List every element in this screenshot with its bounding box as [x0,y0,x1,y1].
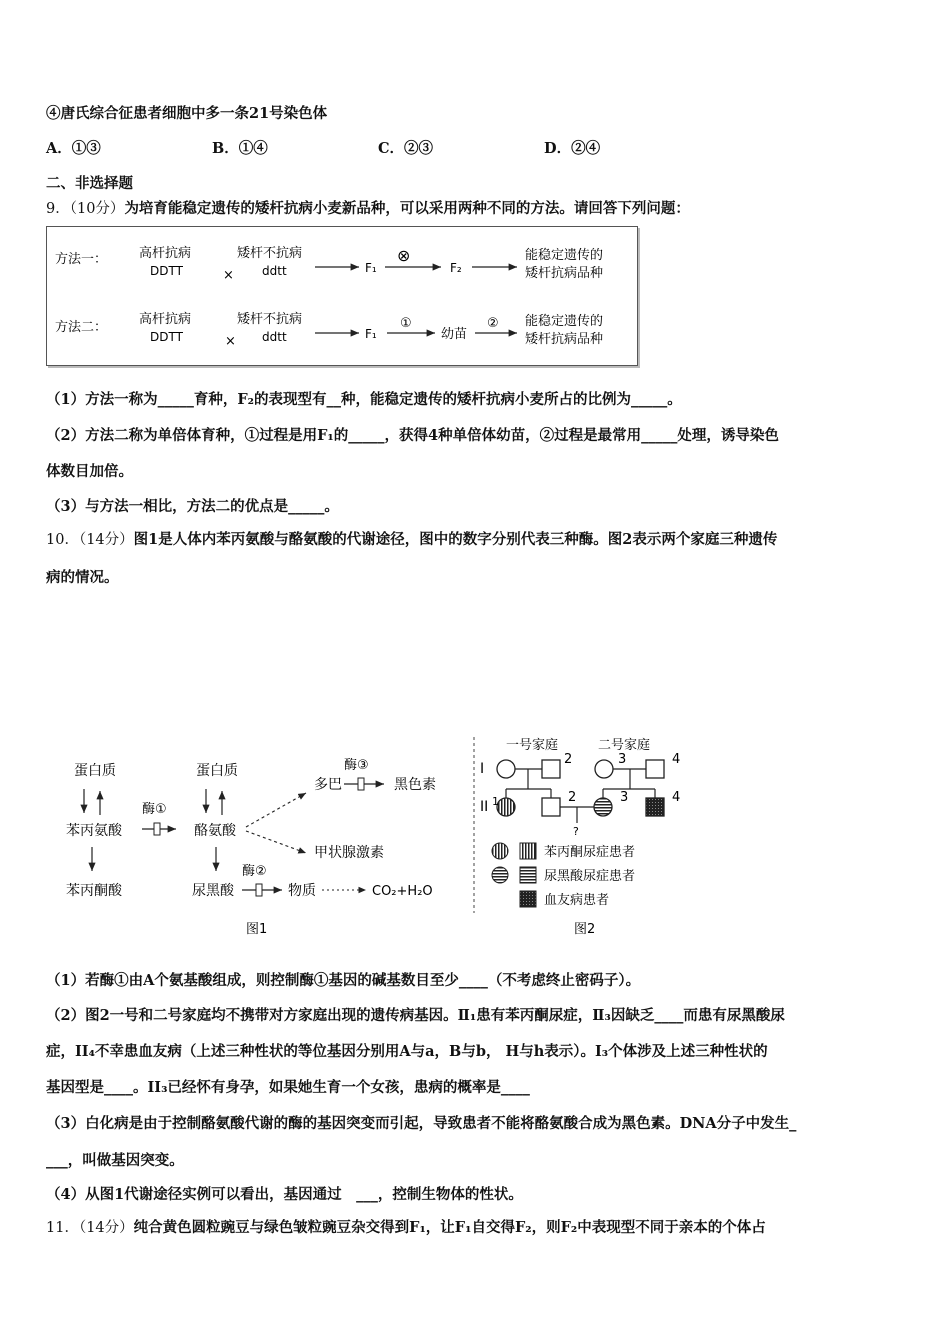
q10-stem-line2: 病的情况。 [46,569,119,586]
q10-sub3-line1: （3）白化病是由于控制酪氨酸代谢的酶的基因突变而引起，导致患者不能将酪氨酸合成为黑色素。DNA分子中发生_ [46,1115,797,1132]
legend-alkaptonuria-female-icon [492,867,508,883]
result-line2: 矮杆抗病品种 [525,266,604,281]
legend-hemophilia-male-icon [520,891,536,907]
female-unaffected [595,760,613,778]
step2-label: ② [487,316,499,331]
family2-label: 二号家庭 [598,738,651,753]
parent2-name: 矮杆不抗病 [237,312,303,327]
dopa-label: 多巴 [314,777,342,793]
generation1-label: I [480,761,485,777]
option-d: D．②④ [544,140,601,157]
enzyme-block [154,823,160,835]
q9-text: 为培育能稳定遗传的矮杆抗病小麦新品种，可以采用两种不同的方法。请回答下列问题： [124,200,690,217]
parent1-name: 高杆抗病 [139,312,192,327]
legend-pku: 苯丙酮尿症患者 [544,845,636,860]
q8-options [46,137,600,158]
male-unaffected [542,760,560,778]
legend-alkaptonuria: 尿黑酸尿症患者 [544,869,636,884]
breeding-diagram [46,226,638,366]
method1-label: 方法一： [55,252,108,267]
q10-text: 图1是人体内苯丙氨酸与酪氨酸的代谢途径，图中的数字分别代表三种酶。图2表示两个家庭三种遗传 [133,531,778,548]
parent1-genotype: DDTT [150,264,183,278]
f2-label: F₂ [450,261,462,275]
male-unaffected [542,798,560,816]
q8-item4: ④唐氏综合征患者细胞中多一条21号染色体 [46,105,328,122]
enzyme-block [358,778,364,790]
cross-symbol: × [223,268,234,283]
enzyme3-label: 酶③ [344,758,369,773]
female-pku-patient [497,798,515,816]
protein-label: 蛋白质 [74,763,116,779]
co2-water-label: CO₂+H₂O [372,884,433,899]
enzyme1-label: 酶① [142,802,167,817]
option-b: B．①④ [212,140,268,157]
individual-number: 2 [564,752,573,767]
q9-sub3: （3）与方法一相比，方法二的优点是_____。 [46,498,339,515]
generation2-label: II [480,799,489,815]
legend-alkaptonuria-male-icon [520,867,536,883]
individual-number: 1 [492,795,499,808]
f1-label: F₁ [365,261,377,275]
enzyme-block [256,884,262,896]
q11-stem [46,1216,766,1237]
q11-number: 11．（14分） [46,1220,134,1236]
result-line1: 能稳定遗传的 [525,248,604,263]
individual-number: 4 [672,790,681,805]
q10-figures [60,735,900,945]
unknown-offspring: ? [573,825,579,838]
figure1-caption: 图1 [246,922,268,937]
selfing-symbol: ⊗ [397,246,411,265]
q11-text: 纯合黄色圆粒豌豆与绿色皱粒豌豆杂交得到F₁，让F₁自交得F₂，则F₂中表现型不同于亲本的个体占 [133,1219,766,1236]
legend-pku-female-icon [492,843,508,859]
option-c: C．②③ [378,140,434,157]
parent2-name: 矮杆不抗病 [237,246,303,261]
parent2-genotype: ddtt [262,330,287,344]
seedling-label: 幼苗 [441,327,468,342]
substance-label: 物质 [288,883,316,899]
parent2-genotype: ddtt [262,264,287,278]
dashed-arrow [246,793,306,827]
legend-hemophilia: 血友病患者 [544,893,610,908]
q10-sub2-line2: 症，II₄不幸患血友病（上述三种性状的等位基因分别用A与a，B与b， H与h表示）。I₃个体涉及上述三种性状的 [46,1043,768,1060]
legend-pku-male-icon [520,843,536,859]
figure1-metabolic-pathway [66,758,436,937]
male-unaffected [646,760,664,778]
q10-sub4: （4）从图1代谢途径实例可以看出，基因通过 ___，控制生物体的性状。 [46,1186,523,1203]
q9-sub1: （1）方法一称为_____育种，F₂的表现型有__种，能稳定遗传的矮杆抗病小麦所占的比例为_____。 [46,391,682,408]
q10-number: 10．（14分） [46,532,134,548]
tyrosine-label: 酪氨酸 [194,823,236,839]
male-hemophilia-patient [646,798,664,816]
q10-sub1: （1）若酶①由A个氨基酸组成，则控制酶①基因的碱基数目至少____（不考虑终止密码子）。 [46,972,641,989]
homogentisic-acid-label: 尿黑酸 [192,883,234,899]
section-heading: 二、非选择题 [46,175,133,192]
family1-label: 一号家庭 [506,738,559,753]
q10-sub2-line1: （2）图2一号和二号家庭均不携带对方家庭出现的遗传病基因。Ⅱ₁患有苯丙酮尿症，Ⅱ₃因缺乏____而患有尿黑酸尿 [46,1007,785,1024]
cross-symbol: × [225,334,236,349]
q9-sub2-line2: 体数目加倍。 [46,463,133,480]
female-alkaptonuria-patient [594,798,612,816]
f1-label: F₁ [365,327,377,341]
parent1-genotype: DDTT [150,330,183,344]
q9-sub2-line1: （2）方法二称为单倍体育种，①过程是用F₁的_____，获得4种单倍体幼苗，②过程是最常用_____处理，诱导染色 [46,427,779,444]
phenylalanine-label: 苯丙氨酸 [66,823,122,839]
result-line1: 能稳定遗传的 [525,314,604,329]
parent1-name: 高杆抗病 [139,246,192,261]
enzyme2-label: 酶② [242,864,267,879]
female-unaffected [497,760,515,778]
q10-sub2-line3: 基因型是____。II₃已经怀有身孕，如果她生育一个女孩，患病的概率是____ [46,1079,530,1096]
option-a: A．①③ [46,140,101,157]
step1-label: ① [400,316,412,331]
figure2-caption: 图2 [574,922,596,937]
individual-number: 2 [568,790,577,805]
protein-label: 蛋白质 [196,763,238,779]
q9-stem [46,197,690,218]
melanin-label: 黑色素 [394,777,436,793]
dashed-arrow [246,831,306,853]
phenylpyruvic-acid-label: 苯丙酮酸 [66,883,122,899]
individual-number: 3 [618,752,627,767]
individual-number: 3 [620,790,629,805]
q10-sub3-line2: ___，叫做基因突变。 [46,1152,184,1169]
individual-number: 4 [672,752,681,767]
method2-label: 方法二： [55,320,108,335]
figure2-pedigree [480,738,680,937]
thyroxine-label: 甲状腺激素 [314,845,384,861]
result-line2: 矮杆抗病品种 [525,332,604,347]
q9-number: 9．（10分） [46,201,125,217]
q10-stem [46,528,777,549]
